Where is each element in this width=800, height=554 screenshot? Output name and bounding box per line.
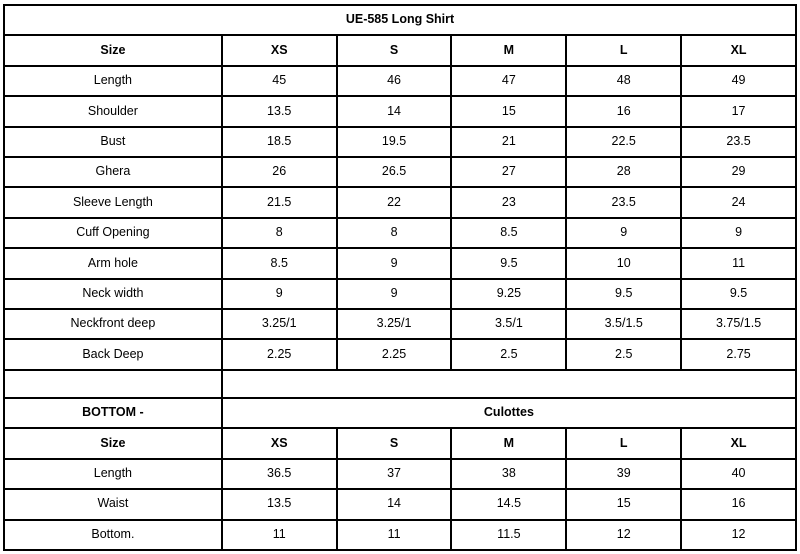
cell-value: 2.75 xyxy=(681,339,796,369)
column-header-l: L xyxy=(566,35,681,65)
table-row xyxy=(4,339,796,369)
table-row xyxy=(4,309,796,339)
cell-value: 23 xyxy=(451,187,566,217)
column-header-s: S xyxy=(337,35,452,65)
column-header-xs: XS xyxy=(222,428,337,458)
cell-value: 16 xyxy=(681,489,796,519)
cell-value: 14 xyxy=(337,489,452,519)
row-label: Bust xyxy=(4,127,222,157)
cell-value: 28 xyxy=(566,157,681,187)
cell-value: 3.25/1 xyxy=(337,309,452,339)
table-row-bottom-section xyxy=(4,398,796,428)
cell-value: 9.5 xyxy=(681,279,796,309)
row-label: Neckfront deep xyxy=(4,309,222,339)
cell-value: 3.5/1 xyxy=(451,309,566,339)
cell-value: 12 xyxy=(566,520,681,551)
row-label: Shoulder xyxy=(4,96,222,126)
cell-value: 8 xyxy=(337,218,452,248)
cell-value: 13.5 xyxy=(222,96,337,126)
bottom-section-type: Culottes xyxy=(222,398,796,428)
cell-value: 24 xyxy=(681,187,796,217)
row-label: Back Deep xyxy=(4,339,222,369)
table-row xyxy=(4,96,796,126)
cell-value: 2.5 xyxy=(566,339,681,369)
cell-value: 21.5 xyxy=(222,187,337,217)
cell-value: 18.5 xyxy=(222,127,337,157)
row-label: Waist xyxy=(4,489,222,519)
cell-value: 39 xyxy=(566,459,681,489)
column-header-xs: XS xyxy=(222,35,337,65)
row-label: Arm hole xyxy=(4,248,222,278)
cell-value: 47 xyxy=(451,66,566,96)
row-label: Length xyxy=(4,66,222,96)
table-row-spacer xyxy=(4,370,796,398)
cell-value: 9 xyxy=(337,248,452,278)
cell-value: 15 xyxy=(566,489,681,519)
cell-value: 46 xyxy=(337,66,452,96)
cell-value: 9.25 xyxy=(451,279,566,309)
table-row xyxy=(4,218,796,248)
cell-value: 36.5 xyxy=(222,459,337,489)
size-chart-table xyxy=(3,4,797,551)
column-header-m: M xyxy=(451,35,566,65)
cell-value: 37 xyxy=(337,459,452,489)
cell-value: 2.25 xyxy=(337,339,452,369)
column-header-xl: XL xyxy=(681,428,796,458)
cell-value: 12 xyxy=(681,520,796,551)
cell-value: 9 xyxy=(681,218,796,248)
cell-value: 19.5 xyxy=(337,127,452,157)
cell-value: 11 xyxy=(681,248,796,278)
row-label: Neck width xyxy=(4,279,222,309)
column-header-size: Size xyxy=(4,428,222,458)
cell-value: 8.5 xyxy=(222,248,337,278)
table-row xyxy=(4,66,796,96)
cell-value: 14 xyxy=(337,96,452,126)
cell-value: 3.25/1 xyxy=(222,309,337,339)
table-row xyxy=(4,279,796,309)
table-row xyxy=(4,489,796,519)
cell-value: 11.5 xyxy=(451,520,566,551)
cell-value: 45 xyxy=(222,66,337,96)
cell-value: 9 xyxy=(337,279,452,309)
row-label: Bottom. xyxy=(4,520,222,551)
table-row xyxy=(4,248,796,278)
cell-value: 11 xyxy=(222,520,337,551)
row-label: Ghera xyxy=(4,157,222,187)
row-label: Cuff Opening xyxy=(4,218,222,248)
table-row xyxy=(4,520,796,551)
cell-value: 11 xyxy=(337,520,452,551)
cell-value: 40 xyxy=(681,459,796,489)
cell-value: 9 xyxy=(566,218,681,248)
cell-value: 9.5 xyxy=(566,279,681,309)
cell-value: 29 xyxy=(681,157,796,187)
spacer-cell xyxy=(222,370,796,398)
cell-value: 2.25 xyxy=(222,339,337,369)
cell-value: 10 xyxy=(566,248,681,278)
cell-value: 21 xyxy=(451,127,566,157)
cell-value: 2.5 xyxy=(451,339,566,369)
cell-value: 9 xyxy=(222,279,337,309)
cell-value: 8.5 xyxy=(451,218,566,248)
cell-value: 23.5 xyxy=(566,187,681,217)
column-header-size: Size xyxy=(4,35,222,65)
column-header-xl: XL xyxy=(681,35,796,65)
cell-value: 16 xyxy=(566,96,681,126)
cell-value: 8 xyxy=(222,218,337,248)
cell-value: 27 xyxy=(451,157,566,187)
column-header-m: M xyxy=(451,428,566,458)
table-row-header-bottom xyxy=(4,428,796,458)
cell-value: 17 xyxy=(681,96,796,126)
table-row xyxy=(4,459,796,489)
cell-value: 49 xyxy=(681,66,796,96)
column-header-s: S xyxy=(337,428,452,458)
row-label: Sleeve Length xyxy=(4,187,222,217)
table-row xyxy=(4,157,796,187)
cell-value: 15 xyxy=(451,96,566,126)
cell-value: 14.5 xyxy=(451,489,566,519)
cell-value: 22.5 xyxy=(566,127,681,157)
spacer-cell xyxy=(4,370,222,398)
table-row xyxy=(4,127,796,157)
cell-value: 22 xyxy=(337,187,452,217)
cell-value: 48 xyxy=(566,66,681,96)
cell-value: 9.5 xyxy=(451,248,566,278)
cell-value: 23.5 xyxy=(681,127,796,157)
cell-value: 3.75/1.5 xyxy=(681,309,796,339)
cell-value: 13.5 xyxy=(222,489,337,519)
cell-value: 38 xyxy=(451,459,566,489)
document-title: UE-585 Long Shirt xyxy=(4,5,796,35)
table-row xyxy=(4,187,796,217)
cell-value: 3.5/1.5 xyxy=(566,309,681,339)
table-row-header-top xyxy=(4,35,796,65)
cell-value: 26 xyxy=(222,157,337,187)
column-header-l: L xyxy=(566,428,681,458)
table-row-title xyxy=(4,5,796,35)
bottom-section-label: BOTTOM - xyxy=(4,398,222,428)
row-label: Length xyxy=(4,459,222,489)
cell-value: 26.5 xyxy=(337,157,452,187)
